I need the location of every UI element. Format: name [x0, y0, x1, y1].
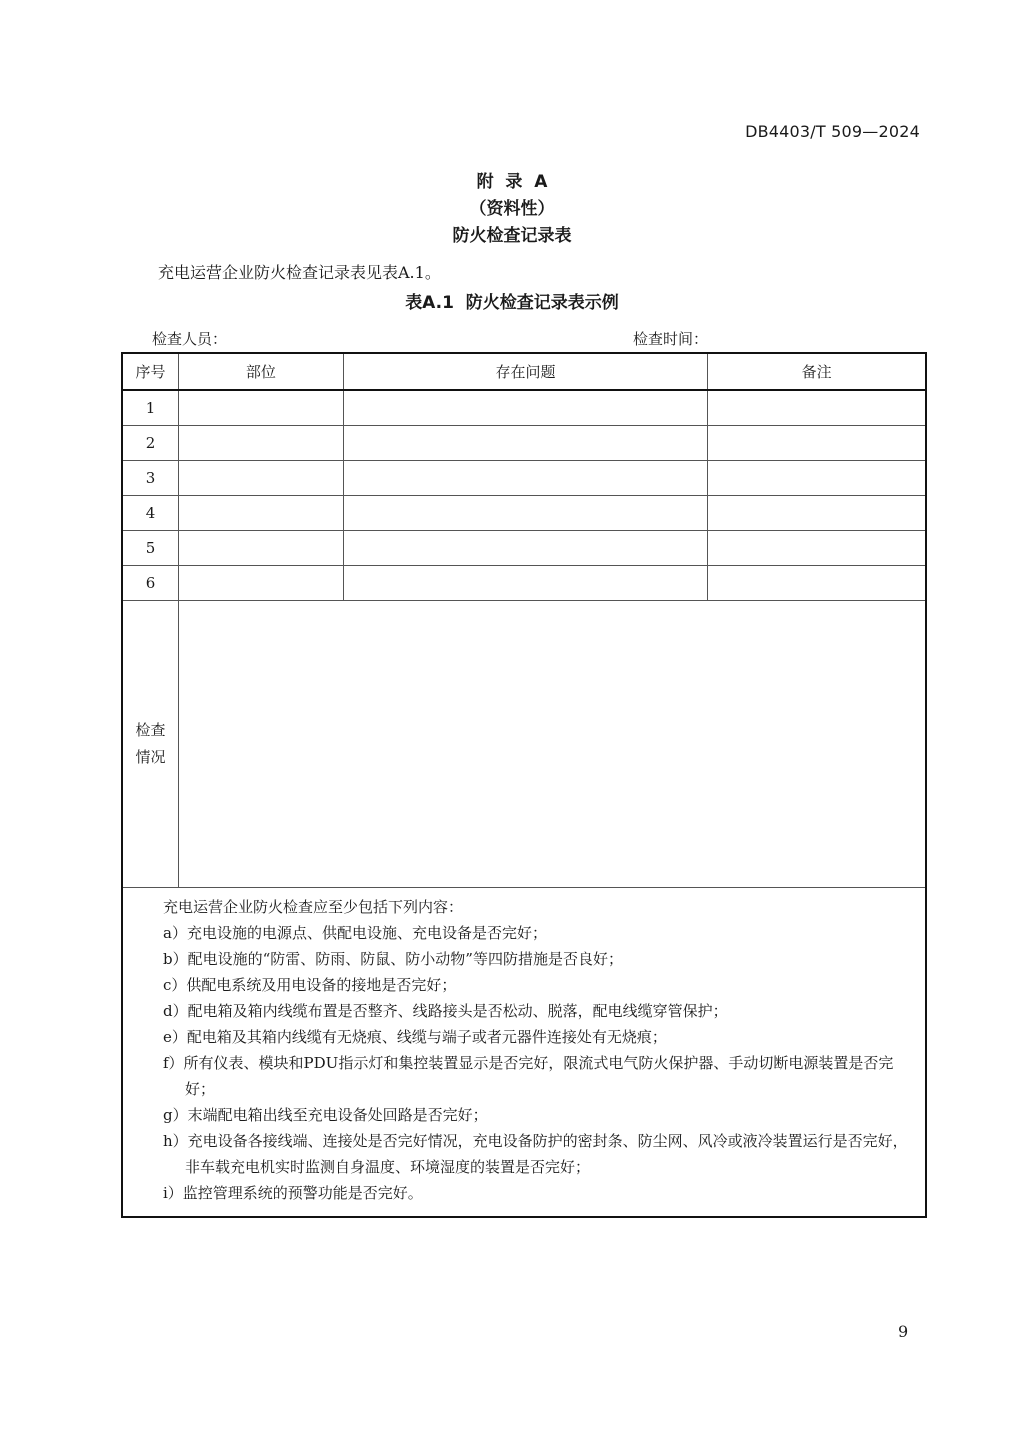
note-item: g）末端配电箱出线至充电设备处回路是否完好；: [163, 1106, 488, 1124]
location-cell[interactable]: [178, 390, 343, 426]
issues-cell[interactable]: [343, 496, 708, 531]
remarks-cell[interactable]: [708, 531, 926, 566]
inspection-status-row: [122, 601, 926, 888]
notes-title: 充电运营企业防火检查应至少包括下列内容：: [163, 898, 464, 916]
row-number: 6: [122, 566, 178, 601]
issues-cell[interactable]: [343, 461, 708, 496]
remarks-cell[interactable]: [708, 566, 926, 601]
table-caption: 表A.1 防火检查记录表示例: [405, 293, 619, 313]
note-item: d）配电箱及箱内线缆布置是否整齐、线路接头是否松动、脱落，配电线缆穿管保护；: [163, 1002, 728, 1020]
inspection-status-area[interactable]: [178, 601, 926, 888]
table-row: [122, 390, 926, 426]
note-item: b）配电设施的“防雷、防雨、防鼠、防小动物”等四防措施是否良好；: [163, 950, 623, 968]
note-item: f）所有仪表、模块和PDU指示灯和集控装置显示是否完好，限流式电气防火保护器、手动切断电源装置是否完好；: [163, 1054, 894, 1098]
inspection-record-table: [121, 352, 927, 1218]
location-cell[interactable]: [178, 461, 343, 496]
inspection-status-label: [122, 601, 178, 888]
row-number: 4: [122, 496, 178, 531]
row-number: 5: [122, 531, 178, 566]
location-cell[interactable]: [178, 531, 343, 566]
status-label-line1: 检查: [135, 721, 166, 739]
table-header-row: [122, 353, 926, 390]
row-number: 1: [122, 390, 178, 426]
location-cell[interactable]: [178, 566, 343, 601]
table-row: [122, 566, 926, 601]
inspector-label: 检查人员：: [152, 330, 228, 348]
location-cell[interactable]: [178, 426, 343, 461]
row-number: 2: [122, 426, 178, 461]
appendix-name: 防火检查记录表: [452, 226, 572, 246]
page-number: 9: [898, 1322, 909, 1341]
status-label-line2: 情况: [135, 748, 166, 766]
note-item: e）配电箱及其箱内线缆有无烧痕、线缆与端子或者元器件连接处有无烧痕；: [163, 1028, 667, 1046]
notes-cell: [122, 888, 926, 1218]
table-row: [122, 531, 926, 566]
issues-cell[interactable]: [343, 390, 708, 426]
header-issues: 存在问题: [343, 353, 708, 390]
document-code: DB4403/T 509—2024: [745, 122, 920, 141]
note-item: h）充电设备各接线端、连接处是否完好情况，充电设备防护的密封条、防尘网、风冷或液冷装置运行是否完好，非车载充电机实时监测自身温度、环境湿度的装置是否完好；: [163, 1132, 908, 1176]
note-item: c）供配电系统及用电设备的接地是否完好；: [163, 976, 457, 994]
row-number: 3: [122, 461, 178, 496]
intro-text: 充电运营企业防火检查记录表见表A.1。: [158, 263, 441, 282]
notes-row: [122, 888, 926, 1218]
note-item: i）监控管理系统的预警功能是否完好。: [163, 1184, 423, 1202]
header-location: 部位: [178, 353, 343, 390]
issues-cell[interactable]: [343, 566, 708, 601]
table-row: [122, 496, 926, 531]
remarks-cell[interactable]: [708, 496, 926, 531]
table-row: [122, 461, 926, 496]
header-remarks: 备注: [708, 353, 926, 390]
appendix-title: 附 录 A: [476, 172, 548, 192]
issues-cell[interactable]: [343, 531, 708, 566]
location-cell[interactable]: [178, 496, 343, 531]
inspection-time-label: 检查时间：: [633, 330, 709, 348]
header-serial: 序号: [122, 353, 178, 390]
remarks-cell[interactable]: [708, 390, 926, 426]
note-item: a）充电设施的电源点、供配电设施、充电设备是否完好；: [163, 924, 547, 942]
appendix-nature: （资料性）: [469, 199, 555, 219]
remarks-cell[interactable]: [708, 426, 926, 461]
table-row: [122, 426, 926, 461]
issues-cell[interactable]: [343, 426, 708, 461]
remarks-cell[interactable]: [708, 461, 926, 496]
